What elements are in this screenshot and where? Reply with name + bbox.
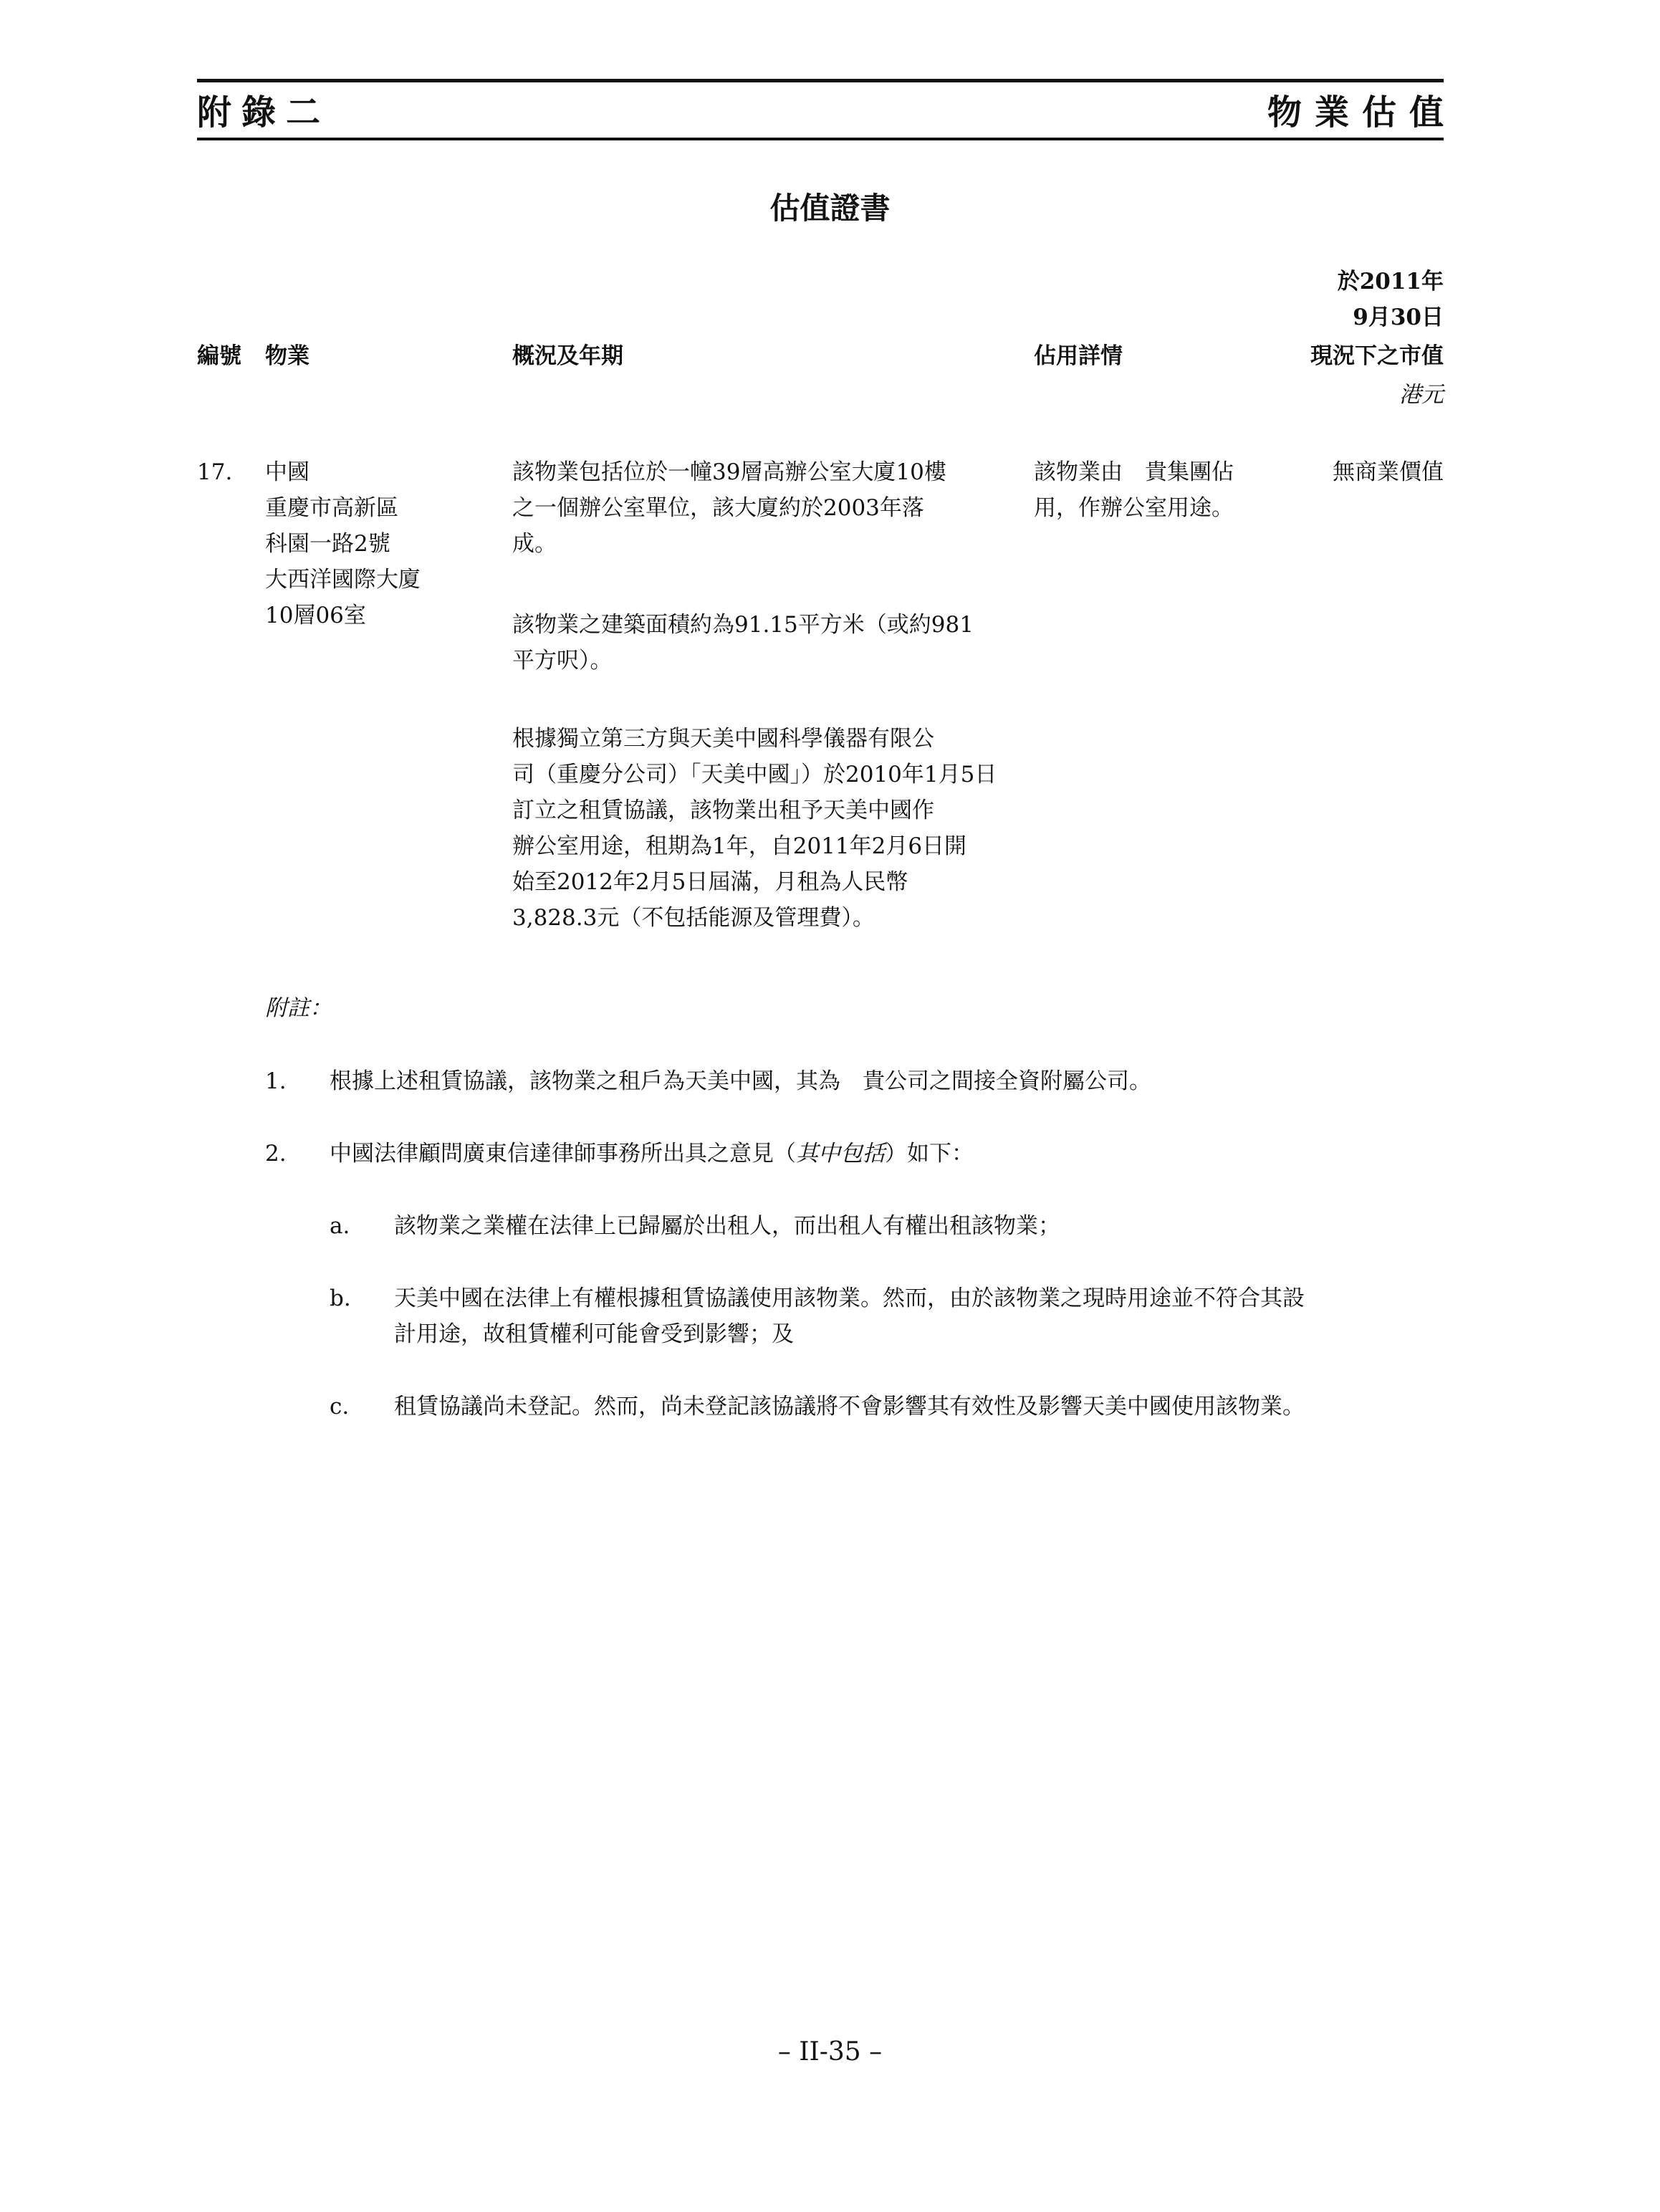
note-number: 2.	[265, 1141, 287, 1167]
column-header-no: 編號	[197, 343, 241, 369]
column-header-market-value: 現況下之市值	[1310, 343, 1444, 369]
column-header-occupancy: 佔用詳情	[1034, 343, 1123, 369]
description-line: 平方呎）。	[512, 648, 613, 674]
description-line: 之一個辦公室單位，該大廈約於2003年落	[512, 495, 924, 521]
note-text-part: 中國法律顧問廣東信達律師事務所出具之意見（	[330, 1141, 796, 1167]
header-left-title: 附錄二	[197, 92, 331, 133]
sub-note-text: 租賃協議尚未登記。然而，尚未登記該協議將不會影響其有效性及影響天美中國使用該物業。	[394, 1394, 1305, 1419]
description-line: 3,828.3元（不包括能源及管理費）。	[512, 905, 875, 931]
page-number: – II-35 –	[777, 2037, 883, 2067]
market-value: 無商業價值	[1333, 459, 1444, 485]
header-top-rule	[197, 79, 1444, 82]
description-line: 訂立之租賃協議，該物業出租予天美中國作	[512, 798, 934, 823]
sub-note-label: a.	[330, 1213, 350, 1239]
note-text-italic: 其中包括	[796, 1141, 885, 1167]
note-number: 1.	[265, 1068, 287, 1094]
occupancy-line: 用，作辦公室用途。	[1034, 495, 1234, 521]
notes-heading: 附註：	[265, 995, 332, 1021]
sub-note-label: b.	[330, 1285, 351, 1311]
row-number: 17.	[197, 459, 233, 485]
description-paragraph-2	[512, 607, 974, 679]
description-line: 該物業之建築面積約為91.15平方米（或約981	[512, 612, 974, 638]
occupancy-line: 該物業由 貴集團佔	[1034, 459, 1234, 485]
description-line: 辦公室用途，租期為1年，自2011年2月6日開	[512, 833, 967, 859]
note-text	[330, 1136, 974, 1172]
property-line: 10層06室	[265, 603, 366, 628]
note-text: 根據上述租賃協議，該物業之租戶為天美中國，其為 貴公司之間接全資附屬公司。	[330, 1068, 1151, 1094]
value-date-line1: 於2011年	[1337, 269, 1444, 295]
sub-note-text: 該物業之業權在法律上已歸屬於出租人，而出租人有權出租該物業；	[394, 1213, 1060, 1239]
document-title: 估值證書	[769, 191, 891, 226]
property-line: 大西洋國際大廈	[265, 567, 421, 593]
description-paragraph-1	[512, 454, 946, 562]
description-line: 始至2012年2月5日屆滿，月租為人民幣	[512, 869, 908, 895]
description-line: 該物業包括位於一幢39層高辦公室大廈10樓	[512, 459, 946, 485]
sub-note-line: 計用途，故租賃權利可能會受到影響；及	[394, 1321, 794, 1347]
sub-note-text	[394, 1280, 1305, 1352]
description-line: 根據獨立第三方與天美中國科學儀器有限公	[512, 726, 934, 752]
description-line: 司（重慶分公司）「天美中國」）於2010年1月5日	[512, 762, 997, 787]
note-text-part: ）如下：	[885, 1141, 974, 1167]
column-header-currency: 港元	[1399, 382, 1444, 408]
property-line: 中國	[265, 459, 310, 485]
occupancy-details	[1034, 454, 1234, 526]
description-paragraph-3	[512, 721, 997, 936]
column-header-description: 概況及年期	[512, 343, 623, 369]
property-line: 科園一路2號	[265, 531, 390, 557]
sub-note-label: c.	[330, 1394, 350, 1419]
header-right-title: 物業估值	[1267, 92, 1457, 133]
description-line: 成。	[512, 531, 557, 557]
property-address	[265, 454, 421, 633]
value-date-line2: 9月30日	[1353, 305, 1444, 330]
property-line: 重慶市高新區	[265, 495, 398, 521]
column-header-property: 物業	[265, 343, 310, 369]
sub-note-line: 天美中國在法律上有權根據租賃協議使用該物業。然而，由於該物業之現時用途並不符合其設	[394, 1285, 1305, 1311]
header-bottom-rule	[197, 138, 1444, 140]
